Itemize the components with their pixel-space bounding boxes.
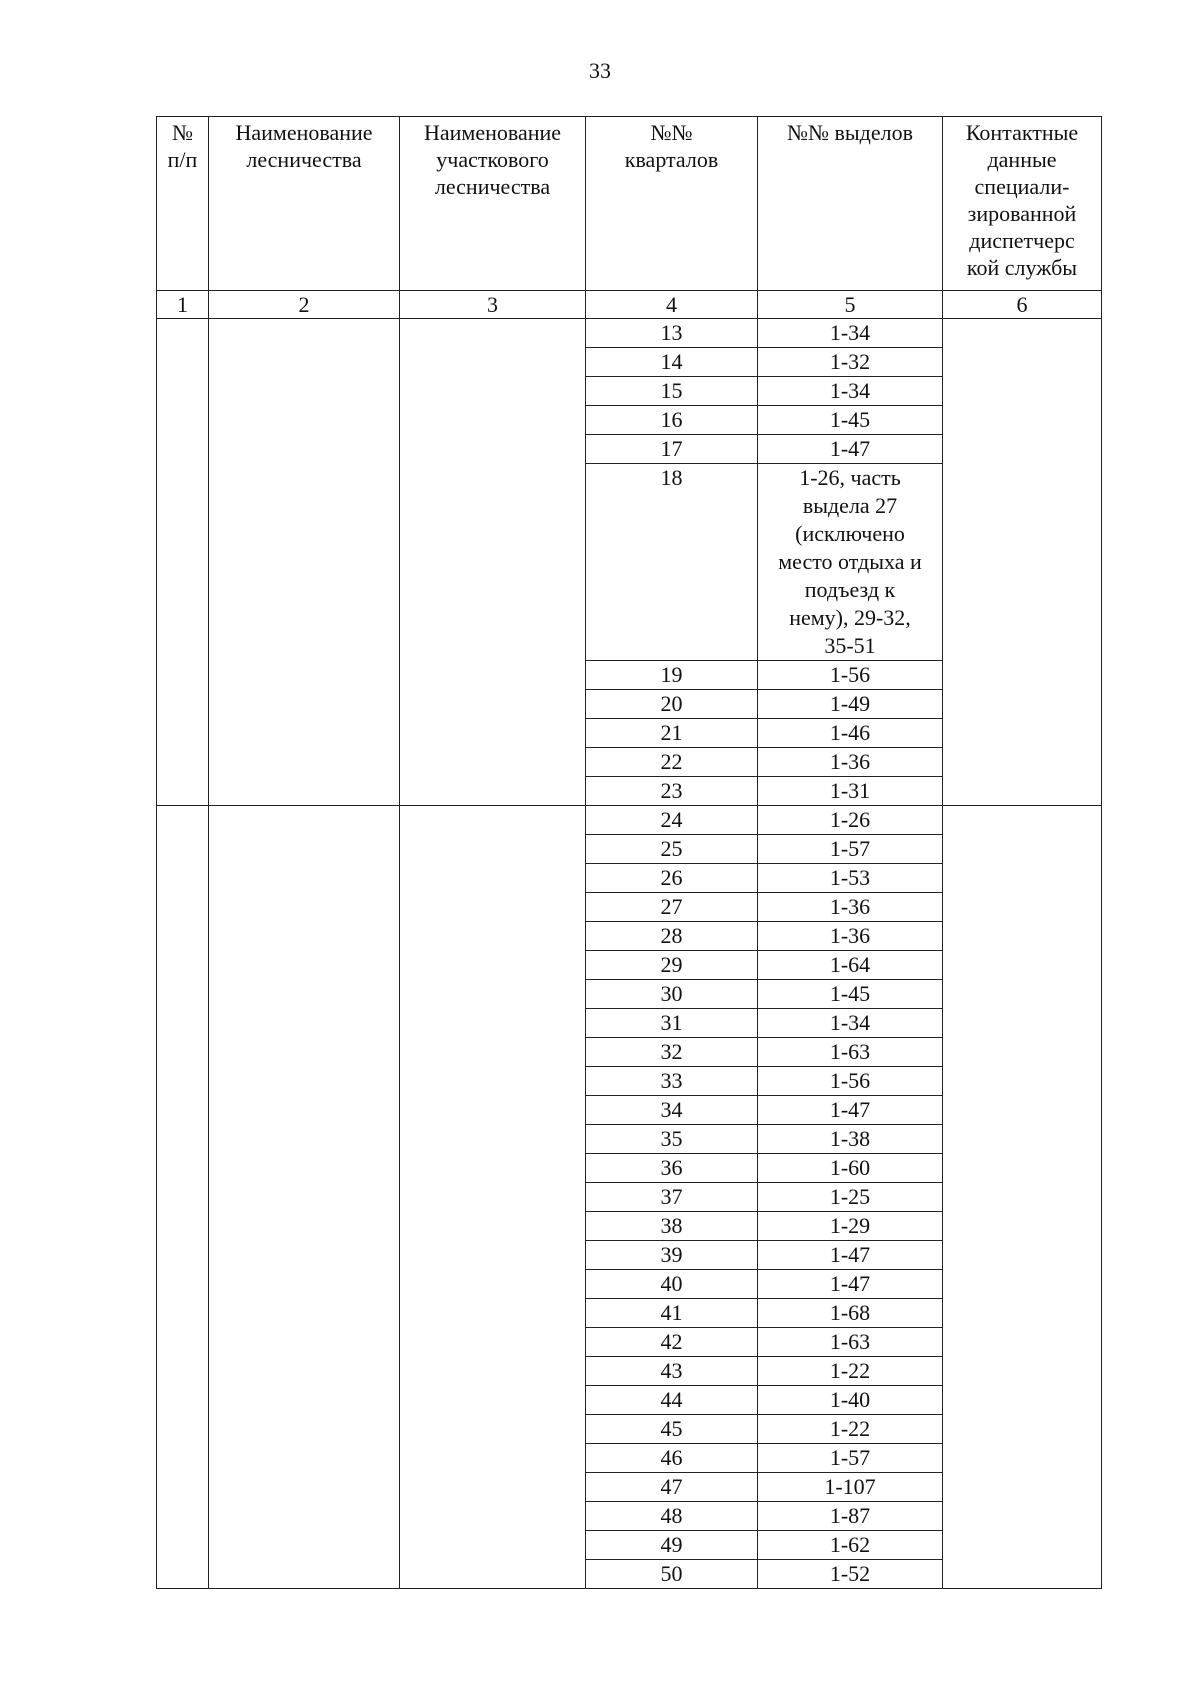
vydely-cell: 1-26	[758, 806, 943, 835]
vydely-cell: 1-29	[758, 1212, 943, 1241]
kvartal-cell: 47	[586, 1473, 758, 1502]
column-number: 5	[758, 291, 943, 319]
kvartal-cell: 41	[586, 1299, 758, 1328]
table-body	[157, 319, 1102, 1589]
vydely-cell: 1-34	[758, 319, 943, 348]
district-forestry-cell	[400, 806, 586, 1589]
header-text: №№ кварталов	[624, 120, 719, 172]
kvartal-cell: 14	[586, 348, 758, 377]
vydely-cell: 1-63	[758, 1038, 943, 1067]
kvartal-cell: 28	[586, 922, 758, 951]
vydely-cell: 1-87	[758, 1502, 943, 1531]
header-cell	[586, 117, 758, 291]
kvartal-cell: 21	[586, 719, 758, 748]
header-text: Наименование участкового лесничества	[423, 120, 562, 199]
kvartal-cell: 39	[586, 1241, 758, 1270]
column-number: 4	[586, 291, 758, 319]
column-number: 3	[400, 291, 586, 319]
vydely-cell: 1-47	[758, 1241, 943, 1270]
column-number: 1	[157, 291, 209, 319]
vydely-cell: 1-57	[758, 835, 943, 864]
contact-cell	[943, 319, 1102, 806]
vydely-cell: 1-40	[758, 1386, 943, 1415]
kvartal-cell: 40	[586, 1270, 758, 1299]
vydely-cell: 1-45	[758, 980, 943, 1009]
kvartal-cell: 32	[586, 1038, 758, 1067]
kvartal-cell: 46	[586, 1444, 758, 1473]
kvartal-cell: 35	[586, 1125, 758, 1154]
kvartal-cell: 15	[586, 377, 758, 406]
vydely-cell: 1-60	[758, 1154, 943, 1183]
header-text: Контактные данные специали- зированной диспетчерс кой службы	[965, 120, 1079, 280]
forestry-cell	[209, 319, 400, 806]
kvartal-cell: 42	[586, 1328, 758, 1357]
kvartal-cell: 23	[586, 777, 758, 806]
kvartal-cell: 19	[586, 661, 758, 690]
kvartal-cell: 34	[586, 1096, 758, 1125]
vydely-cell: 1-52	[758, 1560, 943, 1589]
header-cell	[943, 117, 1102, 291]
table-row	[157, 806, 1102, 835]
vydely-cell: 1-68	[758, 1299, 943, 1328]
kvartal-cell: 16	[586, 406, 758, 435]
vydely-cell: 1-56	[758, 1067, 943, 1096]
vydely-cell: 1-22	[758, 1415, 943, 1444]
kvartal-cell: 43	[586, 1357, 758, 1386]
kvartal-cell: 36	[586, 1154, 758, 1183]
vydely-cell: 1-45	[758, 406, 943, 435]
vydely-cell: 1-47	[758, 1270, 943, 1299]
vydely-cell: 1-22	[758, 1357, 943, 1386]
vydely-cell: 1-64	[758, 951, 943, 980]
kvartal-cell: 17	[586, 435, 758, 464]
page-number: 33	[589, 58, 611, 83]
table-row	[157, 319, 1102, 348]
kvartal-cell: 30	[586, 980, 758, 1009]
vydely-cell: 1-32	[758, 348, 943, 377]
kvartal-cell: 29	[586, 951, 758, 980]
vydely-cell: 1-36	[758, 748, 943, 777]
kvartal-cell: 48	[586, 1502, 758, 1531]
kvartal-cell: 37	[586, 1183, 758, 1212]
kvartal-cell: 22	[586, 748, 758, 777]
column-number-row	[157, 291, 1102, 319]
kvartal-cell: 44	[586, 1386, 758, 1415]
number-cell	[157, 319, 209, 806]
header-text: №№ выделов	[787, 120, 913, 145]
vydely-cell: 1-47	[758, 435, 943, 464]
vydely-cell: 1-26, часть выдела 27 (исключено место отдыха и подъезд к нему), 29-32, 35-51	[758, 464, 943, 661]
forestry-cell	[209, 806, 400, 1589]
column-number: 6	[943, 291, 1102, 319]
kvartal-cell: 20	[586, 690, 758, 719]
column-number: 2	[209, 291, 400, 319]
kvartal-cell: 45	[586, 1415, 758, 1444]
kvartal-cell: 25	[586, 835, 758, 864]
contact-cell	[943, 806, 1102, 1589]
header-row	[157, 117, 1102, 291]
vydely-cell: 1-46	[758, 719, 943, 748]
vydely-cell: 1-38	[758, 1125, 943, 1154]
forestry-table	[156, 116, 1102, 1589]
district-forestry-cell	[400, 319, 586, 806]
kvartal-cell: 49	[586, 1531, 758, 1560]
vydely-cell: 1-62	[758, 1531, 943, 1560]
vydely-cell: 1-107	[758, 1473, 943, 1502]
header-cell	[400, 117, 586, 291]
vydely-cell: 1-57	[758, 1444, 943, 1473]
kvartal-cell: 13	[586, 319, 758, 348]
kvartal-cell: 18	[586, 464, 758, 661]
kvartal-cell: 24	[586, 806, 758, 835]
number-cell	[157, 806, 209, 1589]
kvartal-cell: 38	[586, 1212, 758, 1241]
vydely-cell: 1-47	[758, 1096, 943, 1125]
vydely-cell: 1-53	[758, 864, 943, 893]
kvartal-cell: 27	[586, 893, 758, 922]
vydely-cell: 1-25	[758, 1183, 943, 1212]
header-text: № п/п	[167, 120, 198, 172]
vydely-cell: 1-56	[758, 661, 943, 690]
vydely-cell: 1-63	[758, 1328, 943, 1357]
header-cell	[758, 117, 943, 291]
vydely-cell: 1-34	[758, 377, 943, 406]
kvartal-cell: 50	[586, 1560, 758, 1589]
header-cell	[209, 117, 400, 291]
kvartal-cell: 33	[586, 1067, 758, 1096]
vydely-cell: 1-36	[758, 893, 943, 922]
header-text: Наименование лесничества	[235, 120, 373, 172]
kvartal-cell: 26	[586, 864, 758, 893]
kvartal-cell: 31	[586, 1009, 758, 1038]
vydely-cell: 1-36	[758, 922, 943, 951]
vydely-cell: 1-34	[758, 1009, 943, 1038]
vydely-cell: 1-31	[758, 777, 943, 806]
vydely-cell: 1-49	[758, 690, 943, 719]
header-cell	[157, 117, 209, 291]
